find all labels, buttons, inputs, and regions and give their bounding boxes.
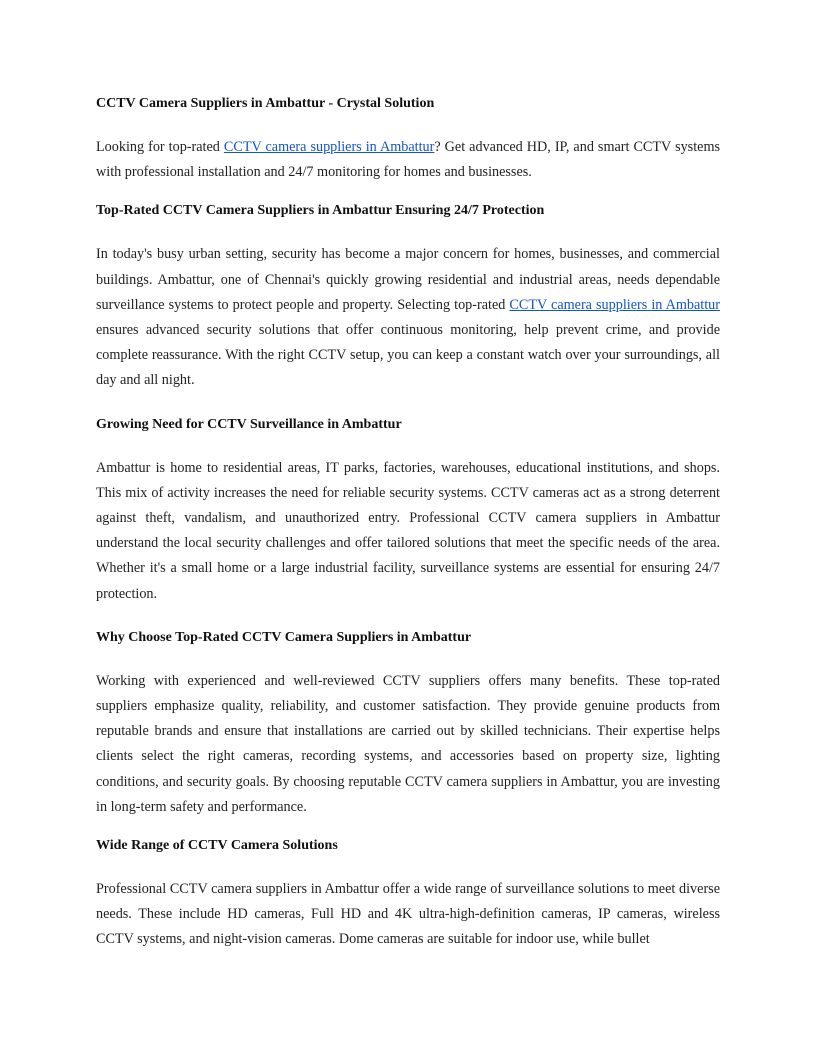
document-page <box>96 94 720 969</box>
intro-paragraph <box>96 135 720 185</box>
intro-text-after: ? Get advanced HD, IP, and smart CCTV systems with professional installation and 24/7 monitoring for homes and businesses. <box>96 139 720 181</box>
section-paragraph-top-rated <box>96 242 720 393</box>
section-text-after: ensures advanced security solutions that offer continuous monitoring, help prevent crime, and provide complete reassurance. With the right CCTV setup, you can keep a constant watch over your surroundings, all day and all night. <box>96 322 720 389</box>
section-heading-why-choose: Why Choose Top-Rated CCTV Camera Suppliers in Ambattur <box>96 629 472 645</box>
section-heading-top-rated: Top-Rated CCTV Camera Suppliers in Ambattur Ensuring 24/7 Protection <box>96 203 545 219</box>
document-title: CCTV Camera Suppliers in Ambattur - Crystal Solution <box>96 96 435 111</box>
section-heading-growing-need: Growing Need for CCTV Surveillance in Ambattur <box>96 416 402 432</box>
section-paragraph-why-choose: Working with experienced and well-reviewed CCTV suppliers offers many benefits. These top-rated suppliers emphasize quality, reliability, and customer satisfaction. They provide genuine products from reputable brands and ensure that installations are carried out by skilled technicians. Their expertise helps clients select the right cameras, recording systems, and accessories based on property size, lighting conditions, and security goals. By choosing reputable CCTV camera suppliers in Ambattur, you are investing in long-term safety and performance. <box>96 672 720 815</box>
section-paragraph-wide-range: Professional CCTV camera suppliers in Ambattur offer a wide range of surveillance solutions to meet diverse needs. These include HD cameras, Full HD and 4K ultra-high-definition cameras, IP cameras, wireless CCTV systems, and night-vision cameras. Dome cameras are suitable for indoor use, while bullet <box>96 881 720 948</box>
cctv-suppliers-inline-link[interactable]: CCTV camera suppliers in Ambattur <box>509 296 720 313</box>
section-heading-wide-range: Wide Range of CCTV Camera Solutions <box>96 838 338 854</box>
section-text-before: In today's busy urban setting, security has become a major concern for homes, businesses, and commercial buildings. Ambattur, one of Chennai's quickly growing residential and industrial areas, needs dependable surveillance systems to protect people and property. Selecting top-rated <box>96 246 720 313</box>
section-paragraph-growing-need: Ambattur is home to residential areas, IT parks, factories, warehouses, educational institutions, and shops. This mix of activity increases the need for reliable security systems. CCTV cameras act as a strong deterrent against theft, vandalism, and unauthorized entry. Professional CCTV camera suppliers in Ambattur understand the local security challenges and offer tailored solutions that meet the specific needs of the area. Whether it's a small home or a large industrial facility, surveillance systems are essential for ensuring 24/7 protection. <box>96 459 720 602</box>
intro-text-before: Looking for top-rated <box>96 139 224 155</box>
cctv-suppliers-link[interactable]: CCTV camera suppliers in Ambattur <box>223 139 435 155</box>
